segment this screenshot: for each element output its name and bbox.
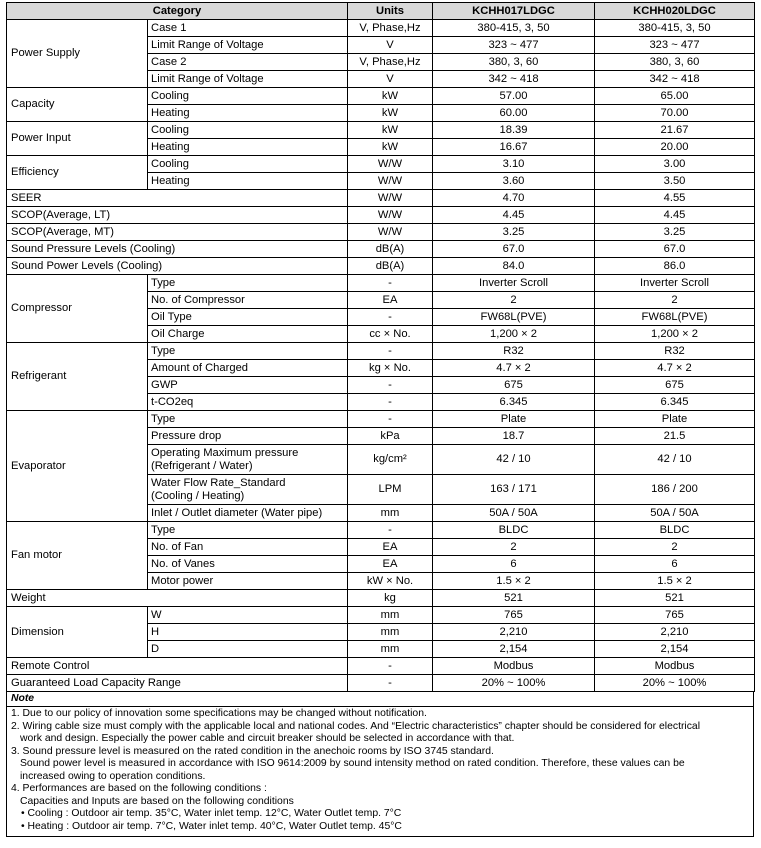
table-row [7,241,755,258]
unit-cell: kW [348,88,433,105]
value-cell-model-2: 86.0 [595,258,755,275]
sub-label-line-2: (Refrigerant / Water) [151,459,253,472]
group-label-dimension: Dimension [7,607,148,658]
value-cell-model-2: 1.5 × 2 [595,573,755,590]
unit-cell: EA [348,539,433,556]
unit-cell: - [348,522,433,539]
group-label-compressor: Compressor [7,275,148,343]
spec-sheet [6,2,754,837]
value-cell-model-1: 57.00 [433,88,595,105]
unit-cell: W/W [348,224,433,241]
value-cell-model-1: 380-415, 3, 50 [433,20,595,37]
unit-cell: kW [348,139,433,156]
row-label: SCOP(Average, MT) [7,224,348,241]
value-cell-model-2: 765 [595,607,755,624]
notes-title: Note [11,693,35,704]
value-cell-model-1: 3.60 [433,173,595,190]
table-row [7,122,755,139]
value-cell-model-1: 16.67 [433,139,595,156]
value-cell-model-1: 342 ~ 418 [433,71,595,88]
value-cell-model-2: 67.0 [595,241,755,258]
unit-cell: - [348,394,433,411]
value-cell-model-1: 163 / 171 [433,475,595,505]
value-cell-model-2: Modbus [595,658,755,675]
value-cell-model-2: 380, 3, 60 [595,54,755,71]
value-cell-model-2: 4.55 [595,190,755,207]
note-4-heating-condition: • Heating : Outdoor air temp. 7°C, Water inlet temp. 40°C, Water Outlet temp. 45°C [21,820,402,832]
value-cell-model-2: 3.25 [595,224,755,241]
value-cell-model-2: 21.67 [595,122,755,139]
group-label-evaporator: Evaporator [7,411,148,522]
table-row [7,224,755,241]
sub-label: Oil Charge [148,326,348,343]
spec-table [6,2,755,692]
value-cell-model-2: 521 [595,590,755,607]
value-cell-model-2: 6 [595,556,755,573]
group-label-fan-motor: Fan motor [7,522,148,590]
sub-label: Limit Range of Voltage [148,71,348,88]
sub-label: No. of Compressor [148,292,348,309]
row-label: Sound Pressure Levels (Cooling) [7,241,348,258]
sub-label: Case 1 [148,20,348,37]
header-units: Units [348,3,433,20]
unit-cell: W/W [348,207,433,224]
sub-label: Type [148,343,348,360]
value-cell-model-1: 1,200 × 2 [433,326,595,343]
unit-cell: kW [348,105,433,122]
sub-label: No. of Fan [148,539,348,556]
value-cell-model-1: 2 [433,539,595,556]
unit-cell: kg × No. [348,360,433,377]
table-row [7,411,755,428]
row-label: Guaranteed Load Capacity Range [7,675,348,692]
table-row [7,522,755,539]
value-cell-model-1: Modbus [433,658,595,675]
table-row [7,590,755,607]
header-model-1: KCHH017LDGC [433,3,595,20]
value-cell-model-2: 2,210 [595,624,755,641]
sub-label-line-1: Operating Maximum pressure [151,446,299,459]
unit-cell: - [348,275,433,292]
table-row [7,607,755,624]
sub-label: Cooling [148,122,348,139]
value-cell-model-1: 2 [433,292,595,309]
value-cell-model-1: 84.0 [433,258,595,275]
value-cell-model-2: 50A / 50A [595,505,755,522]
value-cell-model-2: 3.00 [595,156,755,173]
unit-cell: - [348,309,433,326]
row-label: SCOP(Average, LT) [7,207,348,224]
unit-cell: W/W [348,156,433,173]
value-cell-model-1: 521 [433,590,595,607]
value-cell-model-2: 2,154 [595,641,755,658]
sub-label [148,445,348,475]
row-label-weight: Weight [7,590,348,607]
value-cell-model-1: 50A / 50A [433,505,595,522]
sub-label: Pressure drop [148,428,348,445]
sub-label: Case 2 [148,54,348,71]
note-3-line-2: Sound power level is measured in accordance with ISO 9614:2009 by sound intensity method on rated condition. Therefore, these values can be [20,758,685,770]
value-cell-model-2: 323 ~ 477 [595,37,755,54]
unit-cell: kg/cm² [348,445,433,475]
value-cell-model-1: 675 [433,377,595,394]
value-cell-model-1: 6.345 [433,394,595,411]
table-row [7,190,755,207]
header-category: Category [7,3,348,20]
unit-cell: V, Phase,Hz [348,20,433,37]
group-label-power-supply: Power Supply [7,20,148,88]
sub-label: No. of Vanes [148,556,348,573]
header-model-2: KCHH020LDGC [595,3,755,20]
value-cell-model-2: 65.00 [595,88,755,105]
value-cell-model-2: 342 ~ 418 [595,71,755,88]
note-3-line-3: increased owing to operation conditions. [20,770,206,782]
sub-label: W [148,607,348,624]
note-1: 1. Due to our policy of innovation some specifications may be changed without notification. [11,708,427,720]
value-cell-model-1: FW68L(PVE) [433,309,595,326]
sub-label: Heating [148,173,348,190]
unit-cell: EA [348,556,433,573]
unit-cell: W/W [348,190,433,207]
row-label: Sound Power Levels (Cooling) [7,258,348,275]
unit-cell: kPa [348,428,433,445]
value-cell-model-1: 2,154 [433,641,595,658]
notes-section [6,692,754,837]
value-cell-model-1: 1.5 × 2 [433,573,595,590]
group-label-refrigerant: Refrigerant [7,343,148,411]
sub-label: Cooling [148,156,348,173]
unit-cell: dB(A) [348,241,433,258]
sub-label: Amount of Charged [148,360,348,377]
value-cell-model-1: 4.45 [433,207,595,224]
table-row [7,207,755,224]
value-cell-model-1: 4.70 [433,190,595,207]
value-cell-model-1: 323 ~ 477 [433,37,595,54]
unit-cell: mm [348,641,433,658]
row-label: SEER [7,190,348,207]
row-label: Remote Control [7,658,348,675]
unit-cell: kg [348,590,433,607]
sub-label: Type [148,522,348,539]
value-cell-model-2: 20% ~ 100% [595,675,755,692]
value-cell-model-2: 380-415, 3, 50 [595,20,755,37]
unit-cell: - [348,377,433,394]
group-label-efficiency: Efficiency [7,156,148,190]
note-4-line-2: Capacities and Inputs are based on the following conditions [20,795,294,807]
value-cell-model-2: 4.7 × 2 [595,360,755,377]
table-row [7,258,755,275]
value-cell-model-2: R32 [595,343,755,360]
sub-label: D [148,641,348,658]
note-4-cooling-condition: • Cooling : Outdoor air temp. 35°C, Water inlet temp. 12°C, Water Outlet temp. 7°C [21,808,402,820]
sub-label: Inlet / Outlet diameter (Water pipe) [148,505,348,522]
value-cell-model-1: 3.10 [433,156,595,173]
unit-cell: - [348,343,433,360]
sub-label: GWP [148,377,348,394]
value-cell-model-2: Plate [595,411,755,428]
value-cell-model-1: 4.7 × 2 [433,360,595,377]
value-cell-model-1: BLDC [433,522,595,539]
sub-label: Limit Range of Voltage [148,37,348,54]
value-cell-model-1: 18.7 [433,428,595,445]
value-cell-model-2: 4.45 [595,207,755,224]
table-row [7,658,755,675]
value-cell-model-2: BLDC [595,522,755,539]
unit-cell: - [348,675,433,692]
value-cell-model-2: 6.345 [595,394,755,411]
sub-label: H [148,624,348,641]
value-cell-model-1: R32 [433,343,595,360]
value-cell-model-1: Inverter Scroll [433,275,595,292]
group-label-power-input: Power Input [7,122,148,156]
value-cell-model-2: 42 / 10 [595,445,755,475]
sub-label-line-2: (Cooling / Heating) [151,489,245,502]
sub-label: Heating [148,139,348,156]
sub-label: Cooling [148,88,348,105]
value-cell-model-2: 21.5 [595,428,755,445]
value-cell-model-1: 42 / 10 [433,445,595,475]
unit-cell: V [348,37,433,54]
unit-cell: mm [348,607,433,624]
sub-label: Heating [148,105,348,122]
value-cell-model-2: 2 [595,539,755,556]
unit-cell: V, Phase,Hz [348,54,433,71]
value-cell-model-1: 18.39 [433,122,595,139]
group-label-capacity: Capacity [7,88,148,122]
table-row [7,88,755,105]
value-cell-model-1: Plate [433,411,595,428]
unit-cell: mm [348,505,433,522]
unit-cell: W/W [348,173,433,190]
note-2-line-2: work and design. Especially the power cable and circuit breaker should be selected in accordance with that. [20,733,515,745]
unit-cell: - [348,658,433,675]
sub-label: t-CO2eq [148,394,348,411]
sub-label [148,475,348,505]
table-row [7,275,755,292]
unit-cell: V [348,71,433,88]
unit-cell: mm [348,624,433,641]
table-row [7,156,755,173]
value-cell-model-1: 20% ~ 100% [433,675,595,692]
sub-label: Type [148,411,348,428]
sub-label: Oil Type [148,309,348,326]
unit-cell: - [348,411,433,428]
value-cell-model-1: 2,210 [433,624,595,641]
value-cell-model-2: 675 [595,377,755,394]
value-cell-model-2: 1,200 × 2 [595,326,755,343]
table-row [7,343,755,360]
note-4-line-1: 4. Performances are based on the following conditions : [11,783,267,795]
value-cell-model-2: 20.00 [595,139,755,156]
unit-cell: dB(A) [348,258,433,275]
unit-cell: kW [348,122,433,139]
notes-divider [7,706,753,707]
value-cell-model-2: 2 [595,292,755,309]
value-cell-model-1: 3.25 [433,224,595,241]
header-row [7,3,755,20]
value-cell-model-1: 6 [433,556,595,573]
unit-cell: cc × No. [348,326,433,343]
table-row [7,20,755,37]
sub-label: Type [148,275,348,292]
value-cell-model-2: FW68L(PVE) [595,309,755,326]
unit-cell: kW × No. [348,573,433,590]
sub-label: Motor power [148,573,348,590]
value-cell-model-2: 3.50 [595,173,755,190]
value-cell-model-1: 60.00 [433,105,595,122]
value-cell-model-2: 70.00 [595,105,755,122]
sub-label-line-1: Water Flow Rate_Standard [151,476,286,489]
value-cell-model-1: 380, 3, 60 [433,54,595,71]
note-2-line-1: 2. Wiring cable size must comply with the applicable local and national codes. And “Electric characteristics” chapter should be considered for electrical [11,720,701,732]
table-row [7,675,755,692]
value-cell-model-1: 765 [433,607,595,624]
value-cell-model-1: 67.0 [433,241,595,258]
value-cell-model-2: 186 / 200 [595,475,755,505]
note-3-line-1: 3. Sound pressure level is measured on the rated condition in the anechoic rooms by ISO 3745 standard. [11,745,494,757]
value-cell-model-2: Inverter Scroll [595,275,755,292]
unit-cell: EA [348,292,433,309]
unit-cell: LPM [348,475,433,505]
